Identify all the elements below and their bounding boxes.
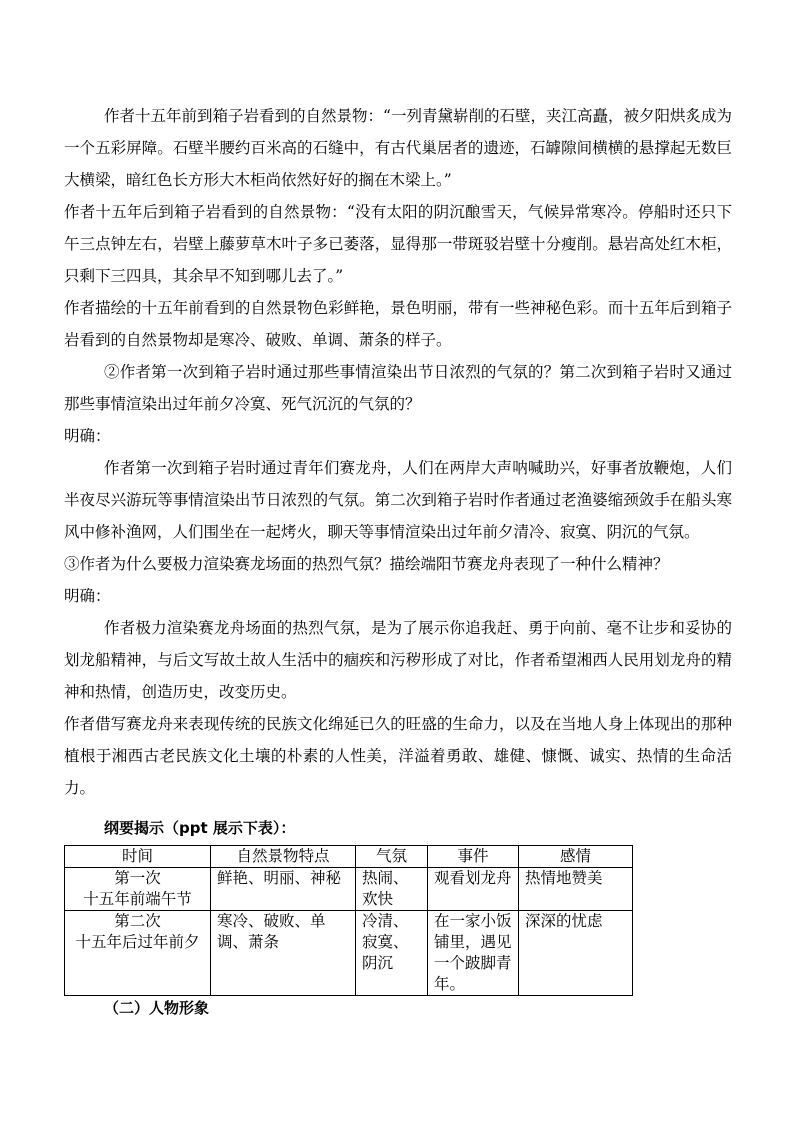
table-row	[65, 911, 633, 996]
cell-event: 在一家小饭铺里，遇见一个跛脚青年。	[428, 911, 519, 996]
answer-3: 作者极力渲染赛龙舟场面的热烈气氛，是为了展示你追我赶、勇于向前、毫不让步和妥协的划龙船精神，与后文写故土故人生活中的痼疾和污秽形成了对比，作者希望湘西人民用划龙舟的精神和热情，创造历史，改变历史。	[64, 619, 732, 701]
outline-title: 纲要揭示（ppt 展示下表）：	[104, 819, 296, 837]
paragraph-scenery-after: 作者十五年后到箱子岩看到的自然景物：“没有太阳的阴沉酿雪天，气候异常寒冷。停船时还只下午三点钟左右，岩壁上藤萝草木叶子多已萎落，显得那一带斑驳岩壁十分瘦削。悬岩高处红木柜，只剩下三四具，其余早不知到哪儿去了。”	[64, 203, 732, 285]
cell-emotion: 热情地赞美	[519, 868, 633, 911]
header-scenery: 自然景物特点	[211, 846, 356, 868]
section-title: （二）人物形象	[104, 999, 210, 1017]
paragraph-scenery-comparison: 作者描绘的十五年前看到的自然景物色彩鲜艳，景色明丽，带有一些神秘色彩。而十五年后到箱子岩看到的自然景物却是寒冷、破败、单调、萧条的样子。	[64, 299, 732, 349]
answer-2: 作者第一次到箱子岩时通过青年们赛龙舟，人们在两岸大声呐喊助兴，好事者放鞭炮，人们半夜尽兴游玩等事情渲染出节日浓烈的气氛。第二次到箱子岩时作者通过老渔婆缩颈敛手在船头寒风中修补渔网，人们围坐在一起烤火，聊天等事情渲染出过年前夕清冷、寂寞、阴沉的气氛。	[64, 459, 732, 541]
cell-scenery: 鲜艳、明丽、神秘	[211, 868, 356, 911]
answer-label: 明确：	[64, 587, 111, 605]
cell-atmosphere: 冷清、寂寞、阴沉	[356, 911, 428, 996]
cell-emotion: 深深的忧虑	[519, 911, 633, 996]
cell-event: 观看划龙舟	[428, 868, 519, 911]
cell-atmosphere: 热闹、欢快	[356, 868, 428, 911]
cell-time: 第二次 十五年后过年前夕	[65, 911, 211, 996]
question-2: ②作者第一次到箱子岩时通过那些事情渲染出节日浓烈的气氛的？第二次到箱子岩时又通过那些事情渲染出过年前夕冷寞、死气沉沉的气氛的？	[64, 363, 732, 413]
table-row	[65, 868, 633, 911]
paragraph-scenery-before: 作者十五年前到箱子岩看到的自然景物：“一列青黛崭削的石壁，夹江高矗，被夕阳烘炙成为一个五彩屏障。石壁半腰约百米高的石缝中，有古代巢居者的遗迹，石罅隙间横横的悬撑起无数巨大横梁，暗红色长方形大木柜尚依然好好的搁在木梁上。”	[64, 107, 732, 189]
cell-scenery: 寒冷、破败、单调、萧条	[211, 911, 356, 996]
cell-time: 第一次 十五年前端午节	[65, 868, 211, 911]
header-atmosphere: 气氛	[356, 846, 428, 868]
header-time: 时间	[65, 846, 211, 868]
answer-label: 明确：	[64, 427, 111, 445]
header-event: 事件	[428, 846, 519, 868]
body-text	[64, 100, 732, 804]
question-3: ③作者为什么要极力渲染赛龙场面的热烈气氛？描绘端阳节赛龙舟表现了一种什么精神？	[64, 555, 669, 573]
header-emotion: 感情	[519, 846, 633, 868]
answer-3-continued: 作者借写赛龙舟来表现传统的民族文化绵延已久的旺盛的生命力，以及在当地人身上体现出的那种植根于湘西古老民族文化土壤的朴素的人性美，洋溢着勇敢、雄健、慷慨、诚实、热情的生命活力。	[64, 715, 732, 797]
table-header-row	[65, 846, 633, 868]
outline-table	[64, 845, 633, 996]
